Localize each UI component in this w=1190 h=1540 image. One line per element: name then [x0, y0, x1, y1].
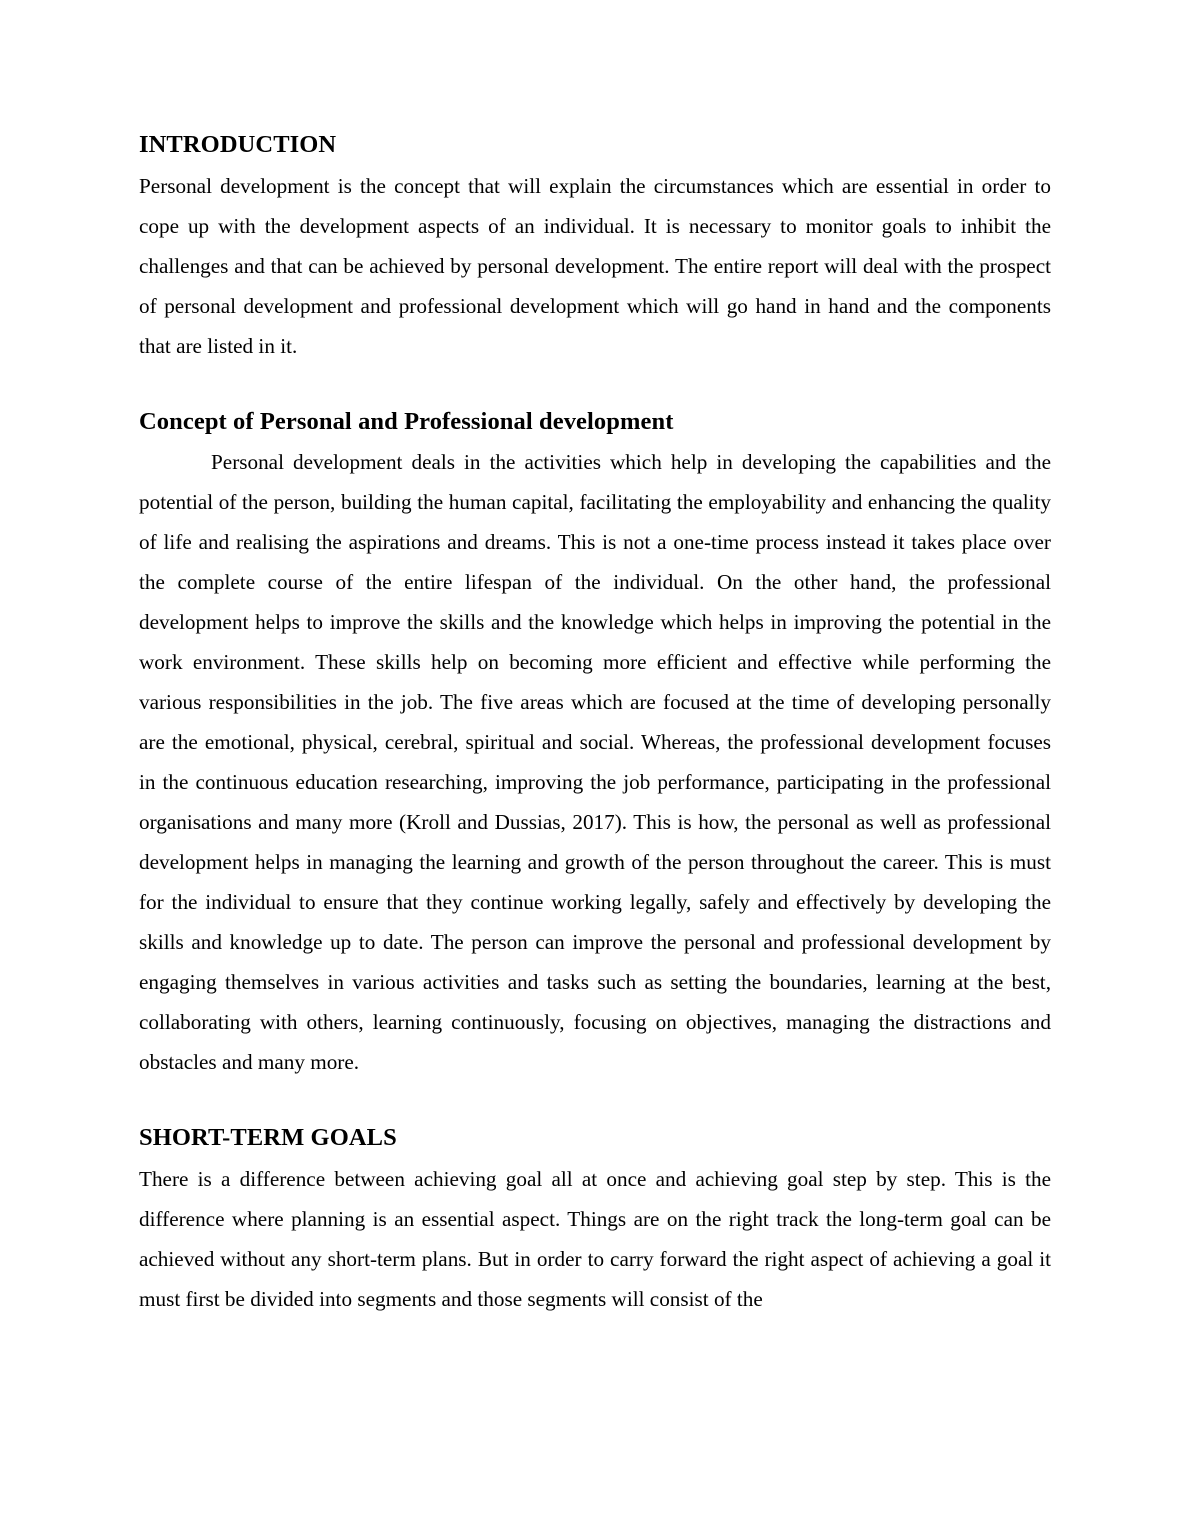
- section-heading-short-term-goals: SHORT-TERM GOALS: [139, 1124, 397, 1151]
- paragraph-concept-1: Personal development deals in the activities which help in developing the capabilities and the potential of the person, building the human capital, facilitating the employability and enhancing the quality of life and realising the aspirations and dreams. This is not a one-time process instead it takes place over the complete course of the entire lifespan of the individual. On the other hand, the professional development helps to improve the skills and the knowledge which helps in improving the potential in the work environment. These skills help on becoming more efficient and effective while performing the various responsibilities in the job. The five areas which are focused at the time of developing personally are the emotional, physical, cerebral, spiritual and social. Whereas, the professional development focuses in the continuous education researching, improving the job performance, participating in the professional organisations and many more (Kroll and Dussias, 2017). This is how, the personal as well as professional development helps in managing the learning and growth of the person throughout the career. This is must for the individual to ensure that they continue working legally, safely and effectively by developing the skills and knowledge up to date. The person can improve the personal and professional development by engaging themselves in various activities and tasks such as setting the boundaries, learning at the best, collaborating with others, learning continuously, focusing on objectives, managing the distractions and obstacles and many more.: [139, 450, 1051, 1074]
- section-heading-concept: Concept of Personal and Professional development: [139, 407, 674, 435]
- paragraph-introduction-1: Personal development is the concept that will explain the circumstances which are essential in order to cope up with the development aspects of an individual. It is necessary to monitor goals to inhibit the challenges and that can be achieved by personal development. The entire report will deal with the prospect of personal development and professional development which will go hand in hand and the components that are listed in it.: [139, 173, 1051, 358]
- section-heading-introduction: INTRODUCTION: [139, 131, 337, 158]
- paragraph-short-term-goals-1: There is a difference between achieving goal all at once and achieving goal step by step. This is the difference where planning is an essential aspect. Things are on the right track the long-term goal can be achieved without any short-term plans. But in order to carry forward the right aspect of achieving a goal it must first be divided into segments and those segments will consist of the: [139, 1166, 1051, 1311]
- document-body: [139, 133, 1051, 1319]
